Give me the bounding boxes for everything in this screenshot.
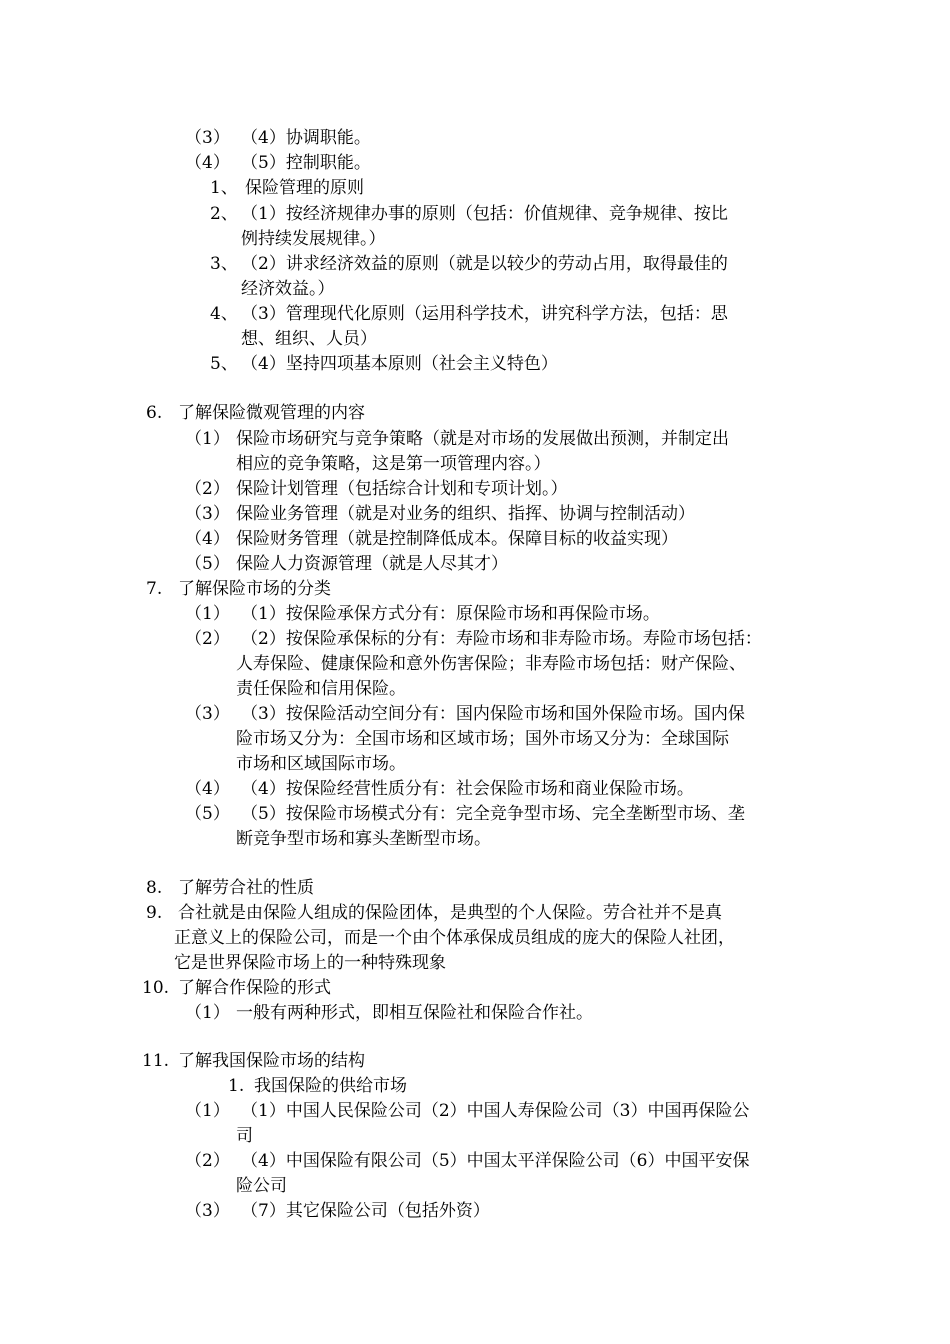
list-item: （5）控制职能。 — [241, 153, 371, 173]
section-number: 6. — [146, 403, 163, 423]
list-item: （4）按保险经营性质分有：社会保险市场和商业保险市场。 — [241, 779, 694, 799]
list-marker: （2） — [185, 629, 230, 649]
list-item: （7）其它保险公司（包括外资） — [241, 1201, 490, 1221]
list-item-continuation: 人寿保险、健康保险和意外伤害保险；非寿险市场包括：财产保险、 — [236, 654, 746, 674]
list-marker: 1、 — [210, 178, 238, 198]
list-item-continuation: 险公司 — [236, 1176, 287, 1196]
list-item: 保险市场研究与竞争策略（就是对市场的发展做出预测，并制定出 — [236, 429, 729, 449]
section-number: 7. — [146, 579, 163, 599]
list-item: （1）按经济规律办事的原则（包括：价值规律、竞争规律、按比 — [241, 204, 728, 224]
list-item: （4）中国保险有限公司（5）中国太平洋保险公司（6）中国平安保 — [241, 1151, 750, 1171]
list-item: 保险财务管理（就是控制降低成本。保障目标的收益实现） — [236, 529, 678, 549]
list-item: 保险业务管理（就是对业务的组织、指挥、协调与控制活动） — [236, 504, 695, 524]
paragraph-line: 合社就是由保险人组成的保险团体，是典型的个人保险。劳合社并不是真 — [178, 903, 722, 923]
list-marker: 2、 — [210, 204, 238, 224]
list-item-continuation: 想、组织、人员） — [241, 329, 377, 349]
list-item: （5）按保险市场模式分有：完全竞争型市场、完全垄断型市场、垄 — [241, 804, 745, 824]
subsection-heading: 我国保险的供给市场 — [254, 1076, 407, 1096]
section-number: 8. — [146, 878, 163, 898]
list-item: 一般有两种形式，即相互保险社和保险合作社。 — [236, 1003, 593, 1023]
section-title: 了解保险市场的分类 — [178, 579, 331, 599]
list-marker: （3） — [185, 504, 230, 524]
list-item: （3）按保险活动空间分有：国内保险市场和国外保险市场。国内保 — [241, 704, 745, 724]
list-item: 保险计划管理（包括综合计划和专项计划。） — [236, 479, 568, 499]
list-item: （3）管理现代化原则（运用科学技术，讲究科学方法，包括：思 — [241, 304, 728, 324]
list-item: 保险人力资源管理（就是人尽其才） — [236, 554, 508, 574]
section-title: 了解合作保险的形式 — [178, 978, 331, 998]
list-marker: （5） — [185, 554, 230, 574]
list-item-continuation: 例持续发展规律。） — [241, 229, 386, 249]
section-title: 了解保险微观管理的内容 — [178, 403, 365, 423]
list-marker: （2） — [185, 1151, 230, 1171]
list-marker: （4） — [185, 529, 230, 549]
list-item-continuation: 责任保险和信用保险。 — [236, 679, 406, 699]
section-title: 了解劳合社的性质 — [178, 878, 314, 898]
section-number: 10. — [142, 978, 170, 998]
list-marker: （4） — [185, 153, 230, 173]
list-item-continuation: 司 — [236, 1126, 253, 1146]
list-marker: 5、 — [210, 354, 238, 374]
list-item-continuation: 经济效益。） — [241, 279, 335, 299]
list-marker: （1） — [185, 604, 230, 624]
list-marker: （3） — [185, 128, 230, 148]
list-marker: （3） — [185, 704, 230, 724]
list-marker: （4） — [185, 779, 230, 799]
list-marker: （1） — [185, 1101, 230, 1121]
list-item: （2）按保险承保标的分有：寿险市场和非寿险市场。寿险市场包括： — [241, 629, 762, 649]
list-item-continuation: 市场和区域国际市场。 — [236, 754, 406, 774]
list-marker: （2） — [185, 479, 230, 499]
list-item-continuation: 相应的竞争策略，这是第一项管理内容。） — [236, 454, 551, 474]
list-item: （1）按保险承保方式分有：原保险市场和再保险市场。 — [241, 604, 660, 624]
section-number: 11. — [142, 1051, 170, 1071]
list-marker: 1. — [228, 1076, 245, 1096]
list-marker: （1） — [185, 1003, 230, 1023]
list-item-continuation: 险市场又分为：全国市场和区域市场；国外市场又分为：全球国际 — [236, 729, 729, 749]
list-marker: 4、 — [210, 304, 238, 324]
list-item: （1）中国人民保险公司（2）中国人寿保险公司（3）中国再保险公 — [241, 1101, 750, 1121]
list-marker: （3） — [185, 1201, 230, 1221]
subsection-heading: 保险管理的原则 — [245, 178, 364, 198]
list-marker: 3、 — [210, 254, 238, 274]
paragraph-line: 正意义上的保险公司，而是一个由个体承保成员组成的庞大的保险人社团， — [174, 928, 735, 948]
list-marker: （1） — [185, 429, 230, 449]
list-item: （2）讲求经济效益的原则（就是以较少的劳动占用，取得最佳的 — [241, 254, 728, 274]
paragraph-line: 它是世界保险市场上的一种特殊现象 — [174, 953, 446, 973]
section-number: 9. — [146, 903, 163, 923]
section-title: 了解我国保险市场的结构 — [178, 1051, 365, 1071]
list-item: （4）坚持四项基本原则（社会主义特色） — [241, 354, 558, 374]
list-marker: （5） — [185, 804, 230, 824]
list-item-continuation: 断竞争型市场和寡头垄断型市场。 — [236, 829, 491, 849]
list-item: （4）协调职能。 — [241, 128, 371, 148]
